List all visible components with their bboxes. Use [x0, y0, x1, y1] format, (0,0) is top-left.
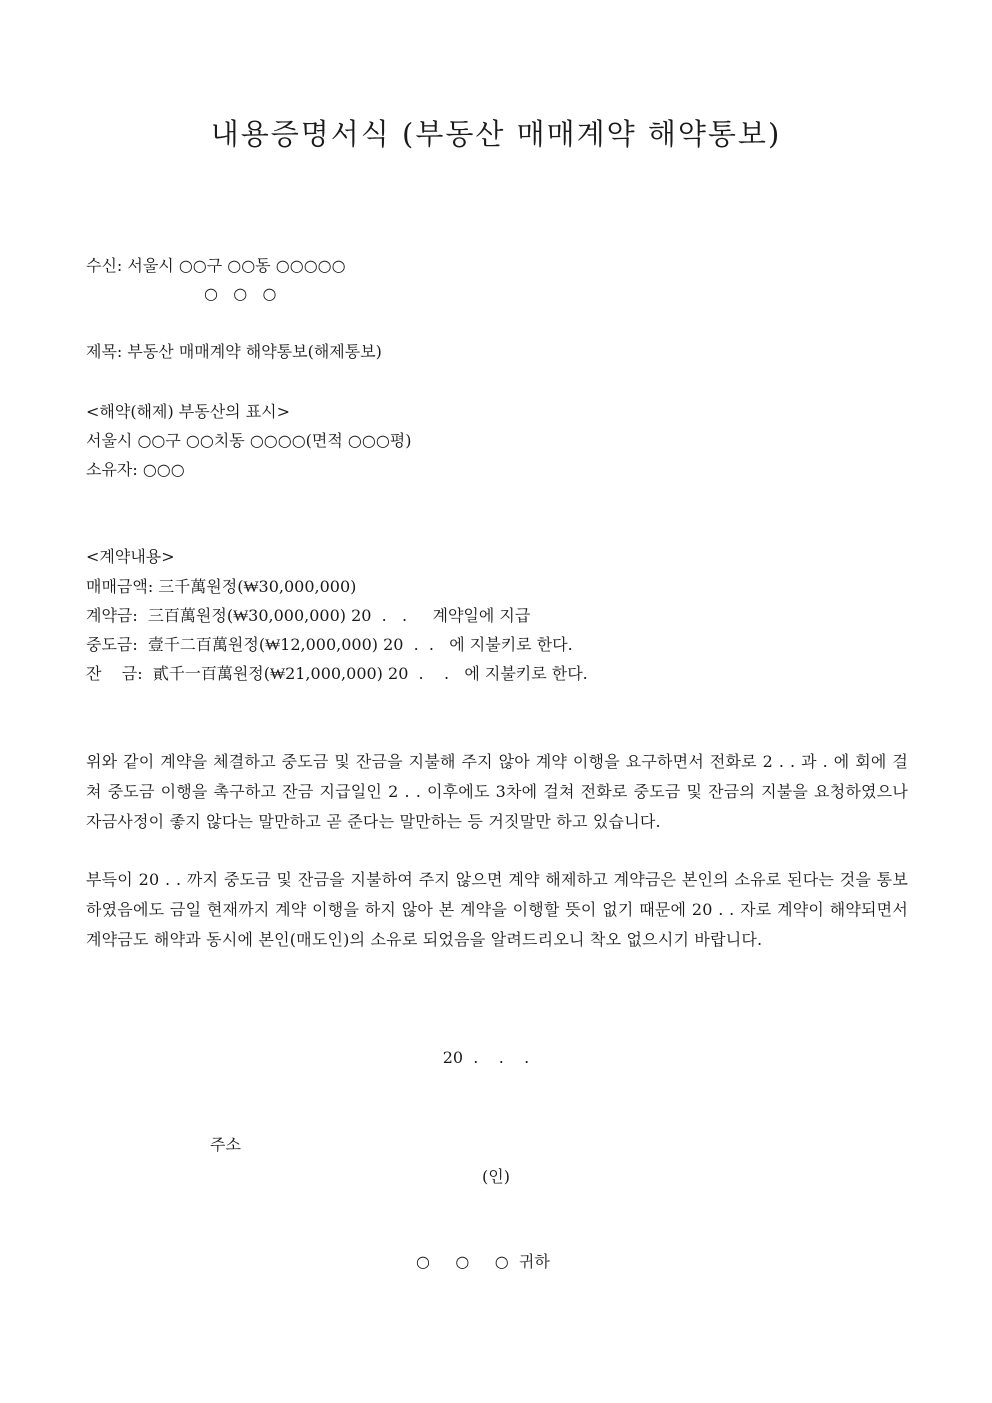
contract-item-deposit: 계약금: 三百萬원정(₩30,000,000) 20 . . 계약일에 지급 — [86, 606, 531, 625]
property-location: 서울시 ○○구 ○○치동 ○○○○(면적 ○○○평) — [86, 431, 412, 450]
addressee-line: ○ ○ ○ 귀하 — [416, 1252, 550, 1271]
body-paragraph-1: 위와 같이 계약을 체결하고 중도금 및 잔금을 지불해 주지 않아 계약 이행을 요구하면서 전화로 2 . . 과 . 에 회에 걸쳐 중도금 이행을 촉구하고 잔금 지급일인 2 . . 이후에도 3차에 걸쳐 전화로 중도금 및 잔금의 지불을 요청하였으나 자금사정이 좋지 않다는 말만하고 곧 준다는 말만하는 등 거짓말만 하고 있습니다. — [86, 752, 908, 831]
contract-item-sale-price: 매매금액: 三千萬원정(₩30,000,000) — [86, 577, 357, 596]
seal-mark: (인) — [482, 1167, 510, 1186]
contract-item-balance: 잔 금: 貳千一百萬원정(₩21,000,000) 20 . . 에 지불키로 한다. — [86, 664, 588, 683]
subject-line: 제목: 부동산 매매계약 해약통보(해제통보) — [86, 342, 382, 361]
document-date: 20 . . . — [442, 1048, 530, 1067]
property-heading: <해약(해제) 부동산의 표시> — [86, 402, 291, 421]
body-paragraph-2: 부득이 20 . . 까지 중도금 및 잔금을 지불하여 주지 않으면 계약 해제하고 계약금은 본인의 소유로 된다는 것을 통보하였음에도 금일 현재까지 계약 이행을 하지 않아 본 계약을 이행할 뜻이 없기 때문에 20 . . 자로 계약이 해약되면서 계약금도 해약과 동시에 본인(매도인)의 소유로 되었음을 알려드리오니 착오 없으시기 바랍니다. — [86, 870, 908, 949]
document-title: 내용증명서식 (부동산 매매계약 해약통보) — [210, 117, 782, 151]
property-owner: 소유자: ○○○ — [86, 460, 185, 479]
address-label: 주소 — [210, 1135, 241, 1154]
recipient-name: ○ ○ ○ — [204, 284, 277, 303]
contract-item-interim-payment: 중도금: 壹千二百萬원정(₩12,000,000) 20 . . 에 지불키로 한다. — [86, 635, 573, 654]
recipient-line: 수신: 서울시 ○○구 ○○동 ○○○○○ — [86, 256, 346, 275]
contract-heading: <계약내용> — [86, 547, 175, 566]
